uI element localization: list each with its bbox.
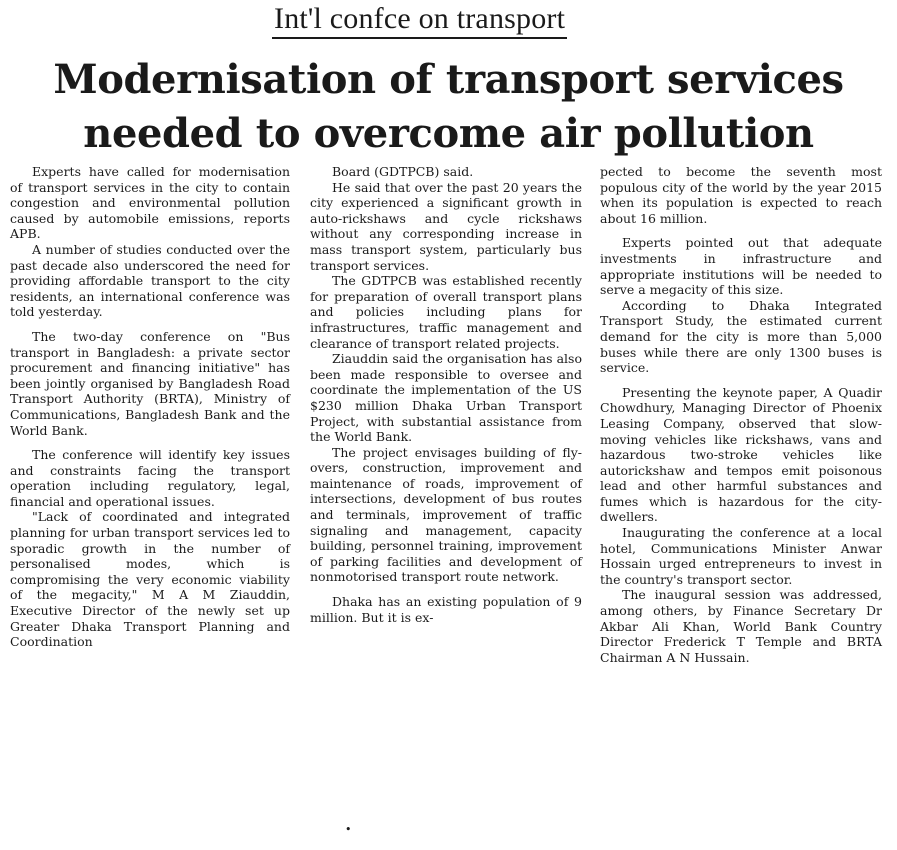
article-paragraph: Ziauddin said the organisation has also been made responsible to oversee and coordinate the implementation of the US $230 million Dhaka Urban Transport Project, with substantial assistance from the World Bank. bbox=[310, 351, 582, 445]
article-paragraph: The GDTPCB was established recently for preparation of overall transport plans and policies including plans for infrastructures, traffic management and clearance of transport related projects. bbox=[310, 273, 582, 351]
article-column-3 bbox=[600, 164, 882, 665]
article-paragraph: The project envisages building of fly-overs, construction, improvement and maintenance of roads, improvement of intersections, development of bus routes and terminals, improvement of traffic signaling and management, capacity building, personnel training, improvement of parking facilities and development of nonmotorised transport route network. bbox=[310, 444, 582, 585]
footer-bullet-mark: • bbox=[345, 823, 352, 836]
kicker-headline: Int'l confce on transport bbox=[272, 2, 567, 39]
article-paragraph: "Lack of coordinated and integrated planning for urban transport services led to sporadic growth in the number of personalised modes, which is compromising the very economic viability of the megacity," M A M Ziauddin, Executive Director of the newly set up Greater Dhaka Transport Planning and Coordination bbox=[10, 509, 290, 650]
article-paragraph: He said that over the past 20 years the city experienced a significant growth in auto-rickshaws and cycle rickshaws without any corresponding increase in mass transport system, particularly bus transport services. bbox=[310, 179, 582, 273]
article-paragraph: Experts have called for modernisation of transport services in the city to contain congestion and environmental pollution caused by automobile emissions, reports APB. bbox=[10, 164, 290, 242]
article-paragraph: According to Dhaka Integrated Transport Study, the estimated current demand for the city is more than 5,000 buses while there are only 1300 buses is service. bbox=[600, 297, 882, 376]
main-headline-line-2: needed to overcome air pollution bbox=[83, 110, 814, 157]
article-paragraph: Experts pointed out that adequate investments in infrastructure and appropriate institutions will be needed to serve a megacity of this size. bbox=[600, 235, 882, 298]
article-paragraph: The two-day conference on "Bus transport in Bangladesh: a private sector procurement and financing initiative" has been jointly organised by Bangladesh Road Transport Authority (BRTA), Ministry of Communications, Bangladesh Bank and the World Bank. bbox=[10, 328, 290, 438]
article-paragraph: A number of studies conducted over the past decade also underscored the need for providing affordable transport to the city residents, an international conference was told yesterday. bbox=[10, 241, 290, 320]
article-paragraph: pected to become the seventh most populous city of the world by the year 2015 when its population is expected to reach about 16 million. bbox=[600, 164, 882, 226]
article-column-2 bbox=[310, 164, 582, 625]
article-paragraph: The conference will identify key issues and constraints facing the transport operation including regulatory, legal, financial and operational issues. bbox=[10, 447, 290, 509]
main-headline-line-1: Modernisation of transport services bbox=[53, 56, 844, 103]
article-paragraph: The inaugural session was addressed, among others, by Finance Secretary Dr Akbar Ali Khan, World Bank Country Director Frederick T Temple and BRTA Chairman A N Hussain. bbox=[600, 587, 882, 665]
article-column-1 bbox=[10, 164, 290, 650]
article-paragraph: Presenting the keynote paper, A Quadir Chowdhury, Managing Director of Phoenix Leasing Company, observed that slow-moving vehicles like rickshaws, vans and hazardous two-stroke vehicles like autorickshaw and tempos emit poisonous lead and other harmful substances and fumes which is hazardous for the city-dwellers. bbox=[600, 384, 882, 525]
article-paragraph: Board (GDTPCB) said. bbox=[332, 164, 474, 179]
article-paragraph: Dhaka has an existing population of 9 million. But it is ex- bbox=[310, 594, 582, 625]
article-paragraph: Inaugurating the conference at a local hotel, Communications Minister Anwar Hossain urged entrepreneurs to invest in the country's transport sector. bbox=[600, 525, 882, 587]
